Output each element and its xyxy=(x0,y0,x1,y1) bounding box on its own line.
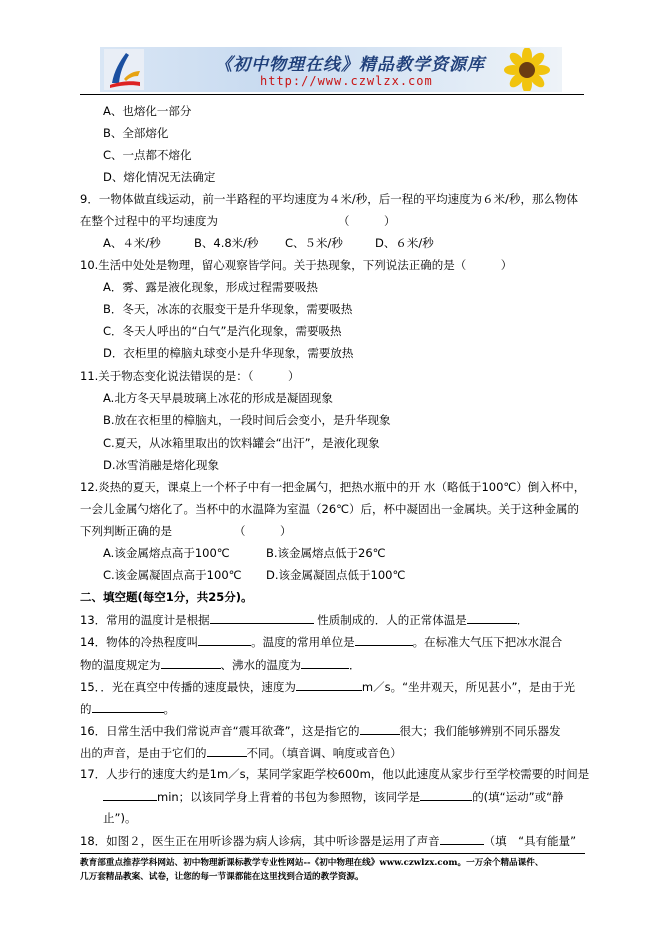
q16-line2 xyxy=(80,745,402,760)
q14-text-d: 物的温度规定为 xyxy=(80,658,161,672)
q14-blank-1[interactable] xyxy=(198,634,251,646)
footer-divider xyxy=(80,853,585,854)
q9-line1: 9．一物体做直线运动，前一半路程的平均速度为４米/秒，后一程的平均速度为６米/秒，那么物体 xyxy=(80,192,579,206)
footer xyxy=(80,856,585,884)
q15-line2 xyxy=(80,701,175,716)
q17-text-b: min；以该同学身上背着的书包为参照物，该同学是 xyxy=(157,790,421,804)
q14-text-a: 14．物体的冷热程度叫 xyxy=(80,635,199,649)
q16-blank-1[interactable] xyxy=(360,723,400,735)
q16-text-a: 16．日常生活中我们常说声音“震耳欲聋”，这是指它的 xyxy=(80,724,360,738)
q14-text-e: 、沸水的温度为 xyxy=(220,658,301,672)
q14-blank-4[interactable] xyxy=(301,657,349,669)
banner-url-link[interactable]: http://www.czwlzx.com xyxy=(260,74,433,88)
header-banner xyxy=(100,47,562,92)
q15-blank-2[interactable] xyxy=(92,701,164,713)
q15-text-b: m／s。“坐井观天，所见甚小”，是由于光 xyxy=(361,680,575,694)
q18-text-b: （填 “具有能量” xyxy=(483,834,577,848)
q10-option-b: B．冬天，冰冻的衣服变干是升华现象，需要吸热 xyxy=(103,302,353,316)
q12-line1: 12.炎热的夏天，课桌上一个杯子中有一把金属勺，把热水瓶中的开 水（略低于100℃）倒入杯中， xyxy=(80,480,586,494)
q12-answer-paren: （ ） xyxy=(234,524,292,538)
q10-option-a: A．雾、露是液化现象，形成过程需要吸热 xyxy=(103,280,318,294)
q9-answer-paren: （ ） xyxy=(338,214,396,228)
q12-line2: 一会儿金属勺熔化了。当杯中的水温降为室温（26℃）后，杯中凝固出一金属块。关于这种金属的 xyxy=(80,502,580,516)
q15-line1 xyxy=(80,679,575,694)
q13-blank-2[interactable] xyxy=(467,612,517,624)
q14-blank-3[interactable] xyxy=(161,657,221,669)
q9-line2: 在整个过程中的平均速度为 xyxy=(80,214,218,228)
q8-option-b: B、全部熔化 xyxy=(103,126,169,140)
q10-stem: 10.生活中处处是物理，留心观察皆学问。关于热现象，下列说法正确的是（ ） xyxy=(80,258,513,272)
header-divider xyxy=(80,94,584,95)
q17-text-c: 的(填“运动”或“静 xyxy=(472,790,564,804)
site-logo-icon xyxy=(104,49,144,90)
q16-text-c: 出的声音，是由于它们的 xyxy=(80,746,207,760)
sunflower-icon xyxy=(494,48,560,91)
q11-option-b: B.放在衣柜里的樟脑丸，一段时间后会变小，是升华现象 xyxy=(103,413,391,427)
q13-text-a: 13．常用的温度计是根据 xyxy=(80,613,210,627)
q17-blank-1[interactable] xyxy=(103,789,157,801)
q18-blank-1[interactable] xyxy=(440,833,484,845)
q12-line3: 下列判断正确的是 xyxy=(80,524,172,538)
q11-option-c: C.夏天，从冰箱里取出的饮料罐会“出汗”，是液化现象 xyxy=(103,436,380,450)
q9-option-d: D、６米/秒 xyxy=(375,236,434,250)
q17-line1: 17．人步行的速度大约是1m／s，某同学家距学校600m，他以此速度从家步行至学校需要的时间是 xyxy=(80,767,590,781)
q18-line1 xyxy=(80,833,576,848)
q14-line2 xyxy=(80,657,361,672)
q14-line1 xyxy=(80,634,562,649)
q9-option-a: A、４米/秒 xyxy=(103,236,161,250)
q14-text-b: 。温度的常用单位是 xyxy=(251,635,355,649)
q13-line xyxy=(80,612,528,627)
q17-line3: 止”)。 xyxy=(103,811,137,825)
q15-text-a: 15．．光在真空中传播的速度最快，速度为 xyxy=(80,680,296,694)
q16-line1 xyxy=(80,723,561,738)
q15-text-d: 。 xyxy=(163,702,175,716)
q10-option-c: C．冬天人呼出的“白气”是汽化现象，需要吸热 xyxy=(103,324,342,338)
q14-text-c: 。在标准大气压下把冰水混合 xyxy=(412,635,563,649)
q14-blank-2[interactable] xyxy=(355,634,413,646)
q13-text-b: 性质制成的．人的正常体温是 xyxy=(317,613,467,627)
q9-option-b: B、4.8米/秒 xyxy=(194,236,259,250)
q16-text-b: 很大；我们能够辨别不同乐器发 xyxy=(399,724,561,738)
q13-blank-1[interactable] xyxy=(210,612,314,624)
q17-blank-2[interactable] xyxy=(420,789,472,801)
q14-text-f: ． xyxy=(349,658,361,672)
q10-option-d: D．衣柜里的樟脑丸球变小是升华现象，需要放热 xyxy=(103,346,354,360)
q15-text-c: 的 xyxy=(80,702,92,716)
q11-option-d: D.冰雪消融是熔化现象 xyxy=(103,458,220,472)
q8-option-a: A、也熔化一部分 xyxy=(103,104,192,118)
q9-option-c: C、５米/秒 xyxy=(285,236,343,250)
q11-stem: 11.关于物态变化说法错误的是：（ ） xyxy=(80,369,300,383)
q18-text-a: 18．如图２，医生正在用听诊器为病人诊病，其中听诊器是运用了声音 xyxy=(80,834,440,848)
q8-option-c: C、一点都不熔化 xyxy=(103,148,192,162)
q17-line2 xyxy=(103,789,564,804)
q12-option-b: B.该金属熔点低于26℃ xyxy=(266,546,386,560)
section-title: 二、填空题(每空1分，共25分)。 xyxy=(80,590,253,604)
footer-line1: 教育部重点推荐学科网站、初中物理新课标教学专业性网站--《初中物理在线》www.czwlzx.com。一万余个精品课件、 xyxy=(80,858,544,868)
q16-blank-2[interactable] xyxy=(207,745,247,757)
q16-text-d: 不同。（填音调、响度或音色） xyxy=(246,746,402,760)
footer-line2: 几万套精品教案、试卷，让您的每一节课都能在这里找到合适的教学资源。 xyxy=(80,872,364,882)
q12-option-a: A.该金属熔点高于100℃ xyxy=(103,546,230,560)
q12-option-c: C.该金属凝固点高于100℃ xyxy=(103,568,242,582)
q12-option-d: D.该金属凝固点低于100℃ xyxy=(266,568,406,582)
q15-blank-1[interactable] xyxy=(296,679,362,691)
q13-text-c: ． xyxy=(516,613,529,627)
q8-option-d: D、熔化情况无法确定 xyxy=(103,170,216,184)
banner-title: 《初中物理在线》精品教学资源库 xyxy=(215,55,485,75)
q11-option-a: A.北方冬天早晨玻璃上冰花的形成是凝固现象 xyxy=(103,391,333,405)
